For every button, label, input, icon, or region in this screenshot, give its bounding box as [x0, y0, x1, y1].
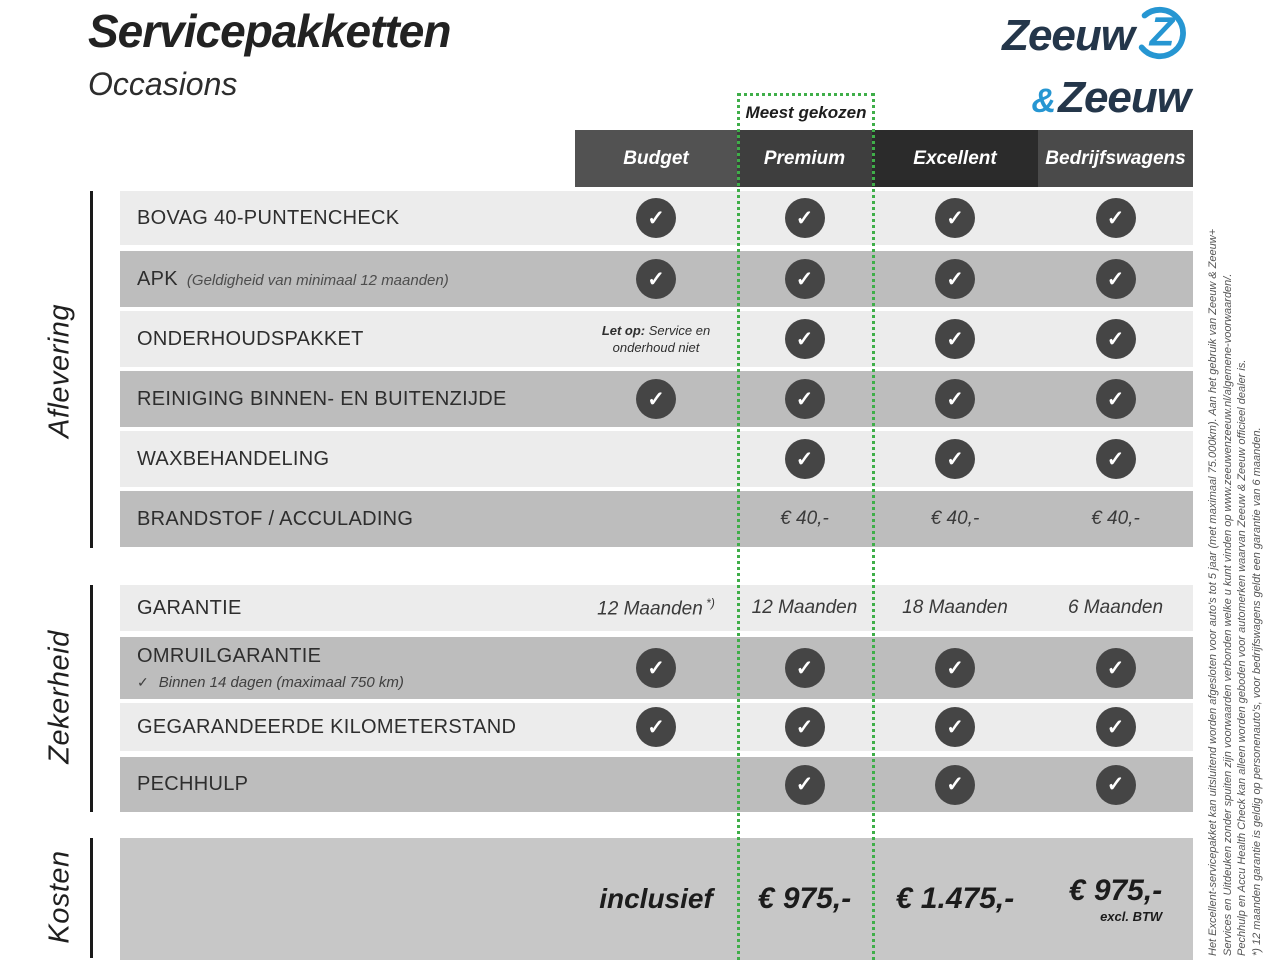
- check-icon: ✓: [636, 198, 676, 238]
- cell-bedrijfswagens: [1038, 251, 1193, 307]
- cell-bedrijfswagens: [1038, 637, 1193, 699]
- row-label: [120, 645, 404, 691]
- cell-value: 12 Maanden: [751, 597, 858, 618]
- cost-row: [120, 838, 1193, 960]
- logo-ampersand: &: [1031, 82, 1057, 120]
- row-sub-note: [137, 674, 404, 691]
- cell-excellent: [872, 637, 1038, 699]
- cell-budget: [575, 585, 737, 631]
- section-line: [90, 838, 93, 958]
- row-label: [120, 508, 413, 531]
- check-icon: ✓: [785, 439, 825, 479]
- table-row: [120, 371, 1193, 427]
- check-icon: ✓: [785, 198, 825, 238]
- cell-premium: [737, 251, 872, 307]
- cell-bedrijfswagens: [1038, 703, 1193, 751]
- fine-print-line: *) 12 maanden garantie is geldig op personenauto's, voor bedrijfswagens geldt een garantie van 6 maanden.: [1250, 427, 1263, 956]
- check-icon: ✓: [935, 259, 975, 299]
- check-icon: ✓: [1096, 765, 1136, 805]
- cell-bedrijfswagens: [1038, 491, 1193, 547]
- row-inline-note: (Geldigheid van minimaal 12 maanden): [186, 271, 449, 289]
- check-icon: ✓: [636, 707, 676, 747]
- check-icon: ✓: [785, 707, 825, 747]
- check-icon: ✓: [636, 259, 676, 299]
- cell-premium: [737, 191, 872, 245]
- table-row: [120, 431, 1193, 487]
- row-label-text: GARANTIE: [137, 596, 242, 619]
- check-icon: ✓: [935, 379, 975, 419]
- check-icon: ✓: [785, 379, 825, 419]
- table-row: [120, 251, 1193, 307]
- cell-excellent: [872, 311, 1038, 367]
- table-row: [120, 191, 1193, 245]
- logo-line-2: [950, 72, 1190, 134]
- column-header-premium: Premium: [737, 130, 872, 187]
- cell-bedrijfswagens: [1038, 371, 1193, 427]
- cell-bedrijfswagens: [1038, 757, 1193, 812]
- cell-bedrijfswagens: [1038, 191, 1193, 245]
- row-label: [120, 773, 248, 796]
- check-icon: ✓: [935, 765, 975, 805]
- row-label-text: OMRUILGARANTIE: [137, 645, 322, 667]
- row-label: [120, 388, 507, 411]
- cell-excellent: [872, 251, 1038, 307]
- package-column-headers: [575, 130, 1193, 187]
- check-icon: ✓: [785, 765, 825, 805]
- cost-cell-excellent: [872, 838, 1038, 960]
- row-label: [120, 597, 242, 620]
- cell-budget: [575, 251, 737, 307]
- cost-value-wrap: [1069, 874, 1162, 924]
- check-icon: ✓: [1096, 439, 1136, 479]
- row-label: [120, 328, 364, 351]
- row-label-text: REINIGING BINNEN- EN BUITENZIJDE: [137, 387, 507, 410]
- check-icon: ✓: [935, 439, 975, 479]
- fine-print: [1206, 128, 1264, 956]
- cell-premium: [737, 311, 872, 367]
- row-label-text: WAXBEHANDELING: [137, 447, 330, 470]
- cost-cell-premium: [737, 838, 872, 960]
- section-label-aflevering: Aflevering: [43, 304, 76, 438]
- cell-budget: [575, 637, 737, 699]
- row-label: [120, 448, 329, 471]
- table-row: [120, 703, 1193, 751]
- check-icon: ✓: [935, 198, 975, 238]
- row-label-text: GEGARANDEERDE KILOMETERSTAND: [137, 715, 517, 738]
- cell-value: 6 Maanden: [1067, 597, 1164, 618]
- cell-budget: [575, 703, 737, 751]
- check-icon: ✓: [137, 674, 149, 690]
- cell-value: € 40,-: [1091, 508, 1140, 529]
- zeeuw-en-zeeuw-logo: [950, 2, 1190, 134]
- row-label-text: PECHHULP: [137, 773, 249, 795]
- column-header-bedrijfswagens: Bedrijfswagens: [1038, 130, 1193, 187]
- fine-print-line: Pechhulp en Accu Health Check kan alleen worden geboden voor automerken waarvan Zeeuw & Zeeuw officieel dealer is.: [1236, 359, 1248, 956]
- section-label-zekerheid: Zekerheid: [43, 630, 76, 764]
- cell-premium: [737, 491, 872, 547]
- cost-value-wrap: [896, 882, 1014, 916]
- cost-value: € 975,-: [757, 882, 852, 915]
- cell-excellent: [872, 491, 1038, 547]
- check-icon: ✓: [1096, 648, 1136, 688]
- cell-excellent: [872, 191, 1038, 245]
- cell-budget: [575, 757, 737, 812]
- cell-value: 12 Maanden *): [597, 595, 715, 620]
- logo-line-1: [950, 2, 1190, 72]
- footnote-marker: *): [702, 595, 715, 610]
- cell-premium: [737, 371, 872, 427]
- check-icon: ✓: [935, 319, 975, 359]
- row-label: [120, 716, 516, 739]
- check-icon: ✓: [935, 648, 975, 688]
- section-line: [90, 585, 93, 812]
- cell-premium: [737, 637, 872, 699]
- page-title: Servicepakketten: [88, 5, 451, 57]
- check-icon: ✓: [785, 648, 825, 688]
- cell-bedrijfswagens: [1038, 585, 1193, 631]
- cell-budget: [575, 371, 737, 427]
- row-sub-note-text: Binnen 14 dagen (maximaal 750 km): [158, 674, 404, 691]
- column-header-budget: Budget: [575, 130, 737, 187]
- row-label-text: BRANDSTOF / ACCULADING: [137, 507, 414, 530]
- cell-excellent: [872, 371, 1038, 427]
- row-label-text: APK: [137, 267, 178, 290]
- logo-word-bottom: Zeeuw: [1058, 73, 1190, 122]
- column-header-excellent: Excellent: [872, 130, 1038, 187]
- check-icon: ✓: [935, 707, 975, 747]
- fine-print-line: Het Excellent-servicepakket kan uitsluitend worden afgesloten voor auto's tot 5 jaar (met maximaal 75.000km). Aan het gebruik van Zeeuw & Zeeuw+: [1207, 228, 1219, 956]
- check-icon: ✓: [1096, 379, 1136, 419]
- check-icon: ✓: [785, 319, 825, 359]
- cost-value-wrap: [758, 882, 851, 916]
- cell-premium: [737, 431, 872, 487]
- check-icon: ✓: [636, 379, 676, 419]
- row-label-text: BOVAG 40-PUNTENCHECK: [137, 206, 400, 229]
- table-row: [120, 757, 1193, 812]
- swoosh-z-icon: [1132, 2, 1190, 60]
- cost-cell-bedrijfswagens: [1038, 838, 1193, 960]
- most-chosen-label: Meest gekozen: [745, 103, 867, 122]
- cost-value: € 1.475,-: [895, 882, 1015, 915]
- check-icon: ✓: [636, 648, 676, 688]
- cell-bedrijfswagens: [1038, 311, 1193, 367]
- section-label-kosten: Kosten: [43, 850, 76, 944]
- table-row: [120, 491, 1193, 547]
- section-line: [90, 191, 93, 548]
- cost-cell-budget: [575, 838, 737, 960]
- cell-excellent: [872, 585, 1038, 631]
- cell-value: € 40,-: [780, 508, 829, 529]
- cost-value: € 975,-: [1068, 874, 1163, 907]
- check-icon: ✓: [785, 259, 825, 299]
- cell-premium: [737, 703, 872, 751]
- table-row: [120, 637, 1193, 699]
- cell-excellent: [872, 431, 1038, 487]
- cost-value: inclusief: [599, 883, 713, 914]
- cell-premium: [737, 757, 872, 812]
- cell-excellent: [872, 703, 1038, 751]
- cell-warning-note: Let op: Service en onderhoud niet: [601, 323, 711, 355]
- fine-print-line: Services en Uitdeuken zonder spuiten zijn voorwaarden verbonden welke u kunt vinden op www.zeeuwenzeeuw.nl/algemene-voorwaarden/.: [1221, 273, 1234, 956]
- cell-warning-note-bold: Let op:: [601, 323, 649, 338]
- cell-value: 18 Maanden: [902, 597, 1008, 618]
- cell-value: € 40,-: [930, 508, 980, 529]
- check-icon: ✓: [1096, 198, 1136, 238]
- svg-text:Z: Z: [1149, 8, 1175, 55]
- cell-budget: [575, 191, 737, 245]
- check-icon: ✓: [1096, 259, 1136, 299]
- cell-premium: [737, 585, 872, 631]
- row-label: [120, 268, 449, 291]
- cell-budget: [575, 311, 737, 367]
- cost-value-wrap: [599, 883, 713, 915]
- cell-budget: [575, 491, 737, 547]
- check-icon: ✓: [1096, 707, 1136, 747]
- row-label-text: ONDERHOUDSPAKKET: [137, 327, 364, 350]
- table-row: [120, 311, 1193, 367]
- row-label: [120, 207, 399, 230]
- cell-excellent: [872, 757, 1038, 812]
- check-icon: ✓: [1096, 319, 1136, 359]
- cost-value-note: excl. BTW: [1100, 909, 1163, 924]
- cell-budget: [575, 431, 737, 487]
- page-subtitle: Occasions: [88, 66, 238, 102]
- cell-bedrijfswagens: [1038, 431, 1193, 487]
- logo-word-top: Zeeuw: [1002, 11, 1134, 60]
- table-row: [120, 585, 1193, 631]
